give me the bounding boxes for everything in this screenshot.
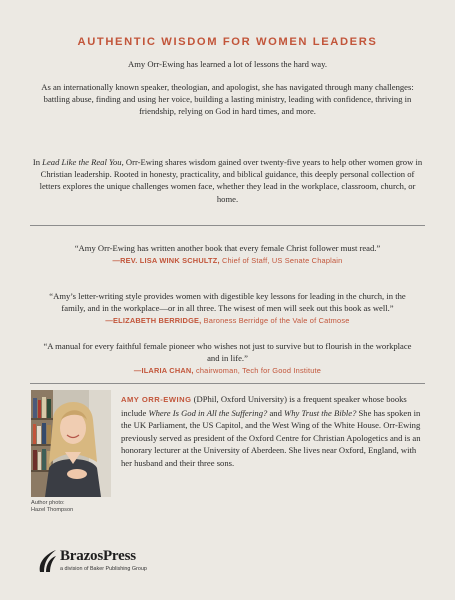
description-paragraph: As an internationally known speaker, theologian, and apologist, she has navigated through many challenges: battling abuse, finding and using her voice, building a lasting ministry, leading with confidence, thriving in friendship, relying on God in hard times, and more. [41,82,414,117]
endorser-name: —REV. LISA WINK SCHULTZ, [112,256,220,266]
publisher-tagline: a division of Baker Publishing Group [60,566,147,572]
author-bio [121,393,428,470]
publisher-name: BrazosPress [60,548,136,564]
endorsement-quote: “Amy’s letter-writing style provides women with digestible key lessons for leading in the church, in the family, and in the workplace—or in all three. The wisest of men will seek out this book as well.” [49,291,406,314]
author-photo-image [31,390,111,497]
author-photo [31,390,111,497]
endorsement-quote: “A manual for every faithful female pioneer who wishes not just to survive but to flourish in the workplace and in life.” [43,341,412,364]
endorsement-attribution [40,365,415,377]
book-title: Where Is God in All the Suffering? [148,407,268,418]
endorsement [40,340,415,378]
endorsement [40,242,415,267]
photo-caption-line: Author photo: [31,500,65,506]
endorsement-attribution [40,255,415,267]
endorsement-attribution [40,315,415,327]
book-title: Lead Like the Real You [42,157,122,167]
endorser-role: chairwoman, Tech for Good Institute [193,366,322,376]
summary-lead: In [32,157,43,167]
summary-paragraph [30,156,425,205]
endorsement-quote: “Amy Orr-Ewing has written another book that every female Christ follower must read.” [74,243,381,253]
endorsement [40,290,415,328]
photo-credit: Hazel Thompson [31,507,74,514]
bio-text: and [267,407,285,418]
bio-text: (DPhil, Oxford University) is a frequent speaker whose books include [121,394,407,418]
endorser-name: —ILARIA CHAN, [133,366,194,376]
headline: AUTHENTIC WISDOM FOR WOMEN LEADERS [77,36,378,48]
endorser-role: Chief of Staff, US Senate Chaplain [219,256,343,266]
author-name: AMY ORR-EWING [121,395,192,404]
bio-text: She has spoken in the UK Parliament, the US Capitol, and the West Wing of the White House. Orr-Ewing previously served as president of the Oxford Centre for Christian Apologetics and is an honorary lecturer at the University of Aberdeen. She lives near Oxford, England, with her husband and their three sons. [121,407,421,468]
summary-text: , Orr-Ewing shares wisdom gained over twenty-five years to help other women grow in Christian leadership. Rooted in honesty, practicality, and biblical guidance, this deeply personal collection of letters explores the unique challenges women face, whether they lead in the workplace, classroom, church, or home. [39,157,423,204]
photo-caption [31,500,121,514]
divider-bottom [30,383,425,384]
book-title: Why Trust the Bible? [284,407,357,418]
publisher-logo [36,548,176,582]
endorser-role: Baroness Berridge of the Vale of Catmose [201,316,350,326]
divider-top [30,225,425,226]
endorser-name: —ELIZABETH BERRIDGE, [105,316,202,326]
intro-paragraph: Amy Orr-Ewing has learned a lot of lessons the hard way. [127,59,328,69]
publisher-mark-icon [36,548,58,574]
